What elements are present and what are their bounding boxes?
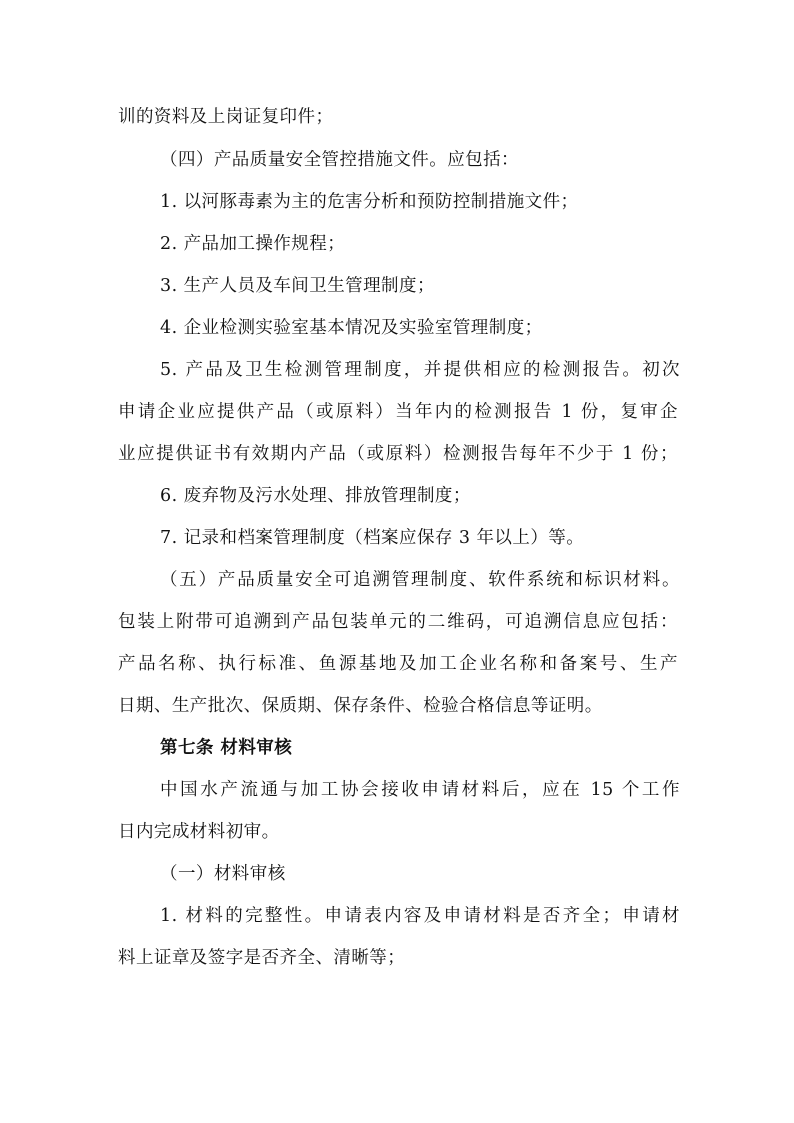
list-item: 1. 以河豚毒素为主的危害分析和预防控制措施文件； bbox=[160, 192, 579, 212]
text-line: 产品名称、执行标准、鱼源基地及加工企业名称和备案号、生产 bbox=[118, 654, 678, 674]
section-heading: （四）产品质量安全管控措施文件。应包括： bbox=[160, 150, 519, 170]
section-heading: （五）产品质量安全可追溯管理制度、软件系统和标识材料。 bbox=[160, 570, 680, 590]
section-heading: （一）材料审核 bbox=[160, 864, 286, 884]
text-line: 料上证章及签字是否齐全、清晰等； bbox=[118, 948, 406, 968]
text-line: 日期、生产批次、保质期、保存条件、检验合格信息等证明。 bbox=[118, 696, 603, 716]
list-item: 2. 产品加工操作规程； bbox=[160, 234, 346, 254]
text-line: 申请企业应提供产品（或原料）当年内的检测报告 1 份，复审企 bbox=[118, 402, 678, 422]
text-line: 包装上附带可追溯到产品包装单元的二维码，可追溯信息应包括： bbox=[118, 612, 678, 632]
text-line: 训的资料及上岗证复印件； bbox=[118, 107, 334, 127]
article-heading: 第七条 材料审核 bbox=[160, 738, 293, 758]
text-line: 中国水产流通与加工协会接收申请材料后，应在 15 个工作 bbox=[160, 780, 680, 800]
list-item: 5. 产品及卫生检测管理制度，并提供相应的检测报告。初次 bbox=[160, 360, 680, 380]
text-line: 业应提供证书有效期内产品（或原料）检测报告每年不少于 1 份； bbox=[118, 444, 678, 464]
list-item: 4. 企业检测实验室基本情况及实验室管理制度； bbox=[160, 318, 543, 338]
text-line: 日内完成材料初审。 bbox=[118, 822, 280, 842]
list-item: 7. 记录和档案管理制度（档案应保存 3 年以上）等。 bbox=[160, 528, 585, 548]
list-item: 3. 生产人员及车间卫生管理制度； bbox=[160, 276, 435, 296]
list-item: 1. 材料的完整性。申请表内容及申请材料是否齐全；申请材 bbox=[160, 906, 680, 926]
list-item: 6. 废弃物及污水处理、排放管理制度； bbox=[160, 486, 471, 506]
